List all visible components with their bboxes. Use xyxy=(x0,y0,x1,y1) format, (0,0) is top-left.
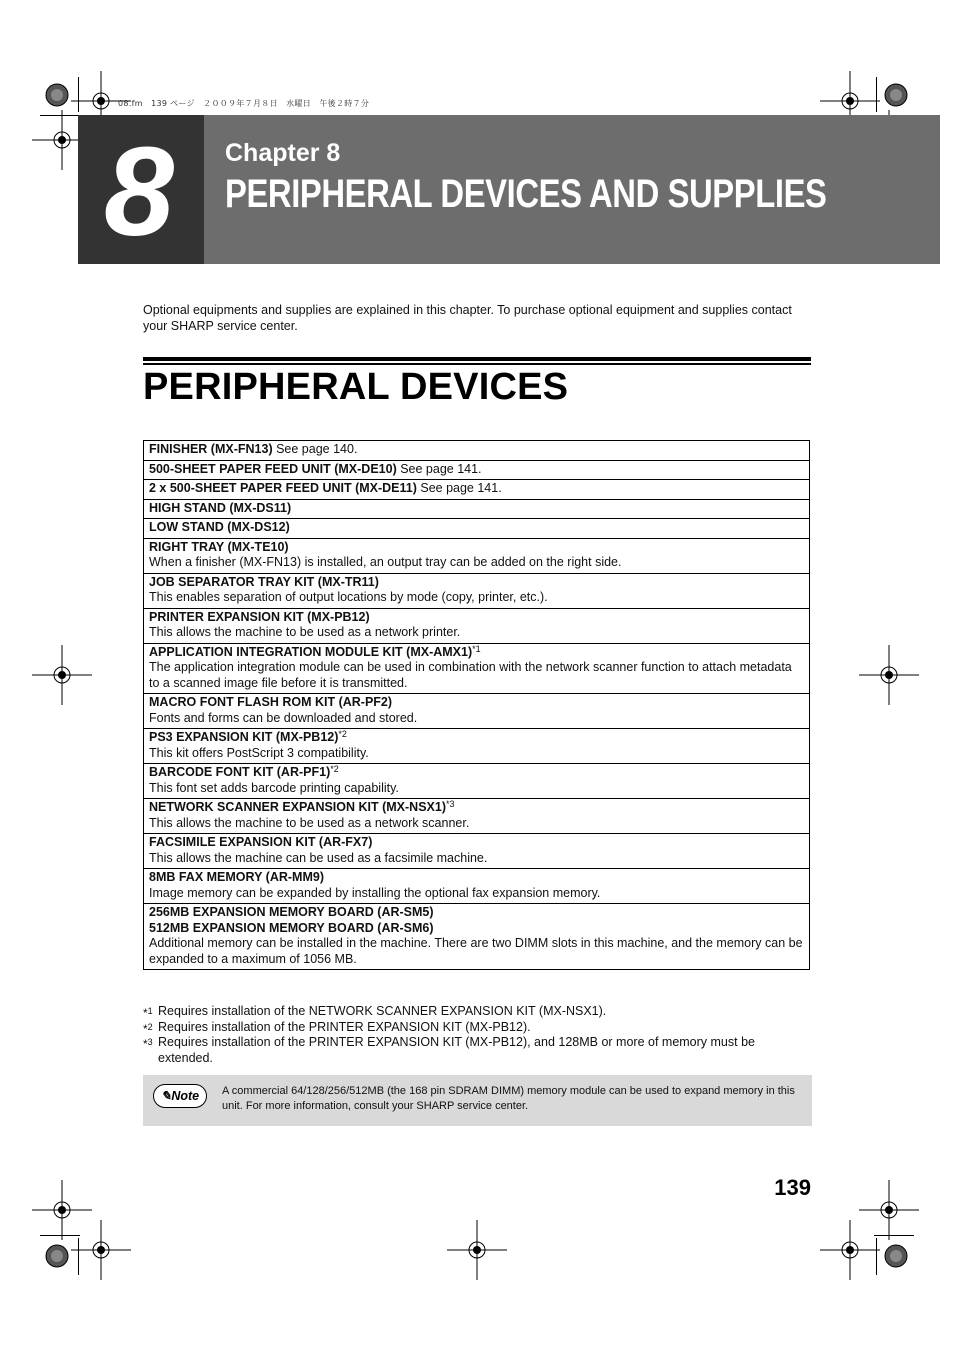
intro-paragraph: Optional equipments and supplies are explained in this chapter. To purchase optional equipment and supplies contact your SHARP service center. xyxy=(143,303,792,333)
device-cell xyxy=(144,441,810,461)
device-name: FINISHER (MX-FN13) xyxy=(149,442,273,456)
device-name: RIGHT TRAY (MX-TE10) xyxy=(149,539,289,554)
device-cell xyxy=(144,729,810,764)
note-box xyxy=(143,1075,812,1126)
footnote-mark: *$^2$ xyxy=(143,1021,153,1036)
device-cell xyxy=(144,764,810,799)
footnote-mark: *$^3$ xyxy=(143,1037,153,1051)
device-name: HIGH STAND (MX-DS11) xyxy=(149,500,292,515)
table-row xyxy=(144,643,810,694)
print-info: 08.fm 139 ページ ２００９年７月８日 水曜日 午後２時７分 xyxy=(118,99,370,108)
footnote-ref: *2 xyxy=(338,729,347,739)
device-cell xyxy=(144,834,810,869)
footnotes xyxy=(143,1004,811,1066)
registration-mark-icon xyxy=(859,645,919,705)
device-name: FACSIMILE EXPANSION KIT (AR-FX7) xyxy=(149,835,373,849)
registration-mark-icon xyxy=(820,1220,880,1280)
table-row xyxy=(144,460,810,480)
table-row xyxy=(144,869,810,904)
table-row xyxy=(144,499,810,519)
device-cell xyxy=(144,460,810,480)
page-ref: See page 140. xyxy=(272,442,358,456)
registration-disc-icon xyxy=(44,82,70,108)
chapter-label: Chapter 8 xyxy=(225,139,341,167)
page-ref: See page 141. xyxy=(416,481,502,495)
crop-line xyxy=(78,77,79,112)
device-cell xyxy=(144,608,810,643)
table-row xyxy=(144,694,810,729)
device-cell xyxy=(144,643,810,694)
registration-mark-icon xyxy=(32,645,92,705)
table-row xyxy=(144,538,810,573)
device-cell xyxy=(144,869,810,904)
table-row xyxy=(144,480,810,500)
registration-mark-icon xyxy=(447,1220,507,1280)
crop-line xyxy=(874,1235,914,1236)
pencil-note-icon xyxy=(153,1084,207,1108)
device-cell xyxy=(144,904,810,970)
chapter-title: PERIPHERAL DEVICES AND SUPPLIES xyxy=(225,172,827,216)
device-name: 2 x 500-SHEET PAPER FEED UNIT (MX-DE11) xyxy=(149,481,417,495)
device-desc: This kit offers PostScript 3 compatibility. xyxy=(149,745,369,760)
device-desc: This allows the machine to be used as a network printer. xyxy=(149,625,461,639)
crop-line xyxy=(78,1238,79,1275)
device-desc: This font set adds barcode printing capability. xyxy=(149,780,399,795)
device-name: LOW STAND (MX-DS12) xyxy=(149,520,290,534)
registration-disc-icon xyxy=(883,1243,909,1269)
device-desc: When a finisher (MX-FN13) is installed, an output tray can be added on the right side. xyxy=(149,555,622,569)
chapter-number: 8 xyxy=(104,121,175,262)
table-row xyxy=(144,441,810,461)
crop-line xyxy=(876,77,877,112)
footnote-number: 3 xyxy=(147,1037,153,1047)
registration-disc-icon xyxy=(44,1243,70,1269)
device-cell xyxy=(144,694,810,729)
crop-line xyxy=(876,1238,877,1275)
device-name: 8MB FAX MEMORY (AR-MM9) xyxy=(149,870,324,884)
device-desc: Additional memory can be installed in the machine. There are two DIMM slots in this machine, and the memory can be expanded to a maximum of 1056 MB. xyxy=(149,936,803,966)
note-pencil-glyph: ✎ xyxy=(160,1089,172,1103)
section-title: PERIPHERAL DEVICES xyxy=(143,366,569,408)
device-cell xyxy=(144,499,810,519)
device-name: MACRO FONT FLASH ROM KIT (AR-PF2) xyxy=(149,695,393,709)
table-row xyxy=(144,799,810,834)
footnote-text: Requires installation of the NETWORK SCANNER EXPANSION KIT (MX-NSX1). xyxy=(158,1004,607,1018)
device-cell xyxy=(144,573,810,608)
device-desc: Image memory can be expanded by installing the optional fax expansion memory. xyxy=(149,885,601,900)
table-row xyxy=(144,834,810,869)
table-row xyxy=(144,573,810,608)
table-row xyxy=(144,608,810,643)
footnote-number: 2 xyxy=(147,1021,153,1032)
device-name: PRINTER EXPANSION KIT (MX-PB12) xyxy=(149,609,370,624)
device-name: APPLICATION INTEGRATION MODULE KIT (MX-AMX1) xyxy=(149,644,473,659)
page-ref: See page 141. xyxy=(396,461,482,476)
footnote xyxy=(143,1020,811,1036)
device-name: BARCODE FONT KIT (AR-PF1) xyxy=(149,765,331,779)
device-desc: This allows the machine can be used as a facsimile machine. xyxy=(149,850,488,865)
section-rule-thick xyxy=(143,357,811,361)
section-rule-thin xyxy=(143,363,811,365)
device-desc: This enables separation of output locations by mode (copy, printer, etc.). xyxy=(149,590,548,604)
device-desc: The application integration module can be used in combination with the network scanner function to attach metadata to a scanned image file before it is transmitted. xyxy=(149,660,792,690)
crop-line xyxy=(40,115,80,116)
table-row xyxy=(144,764,810,799)
note-label: Note xyxy=(171,1089,200,1103)
crop-line xyxy=(40,1235,80,1236)
chapter-number-box xyxy=(78,115,204,264)
device-name: 500-SHEET PAPER FEED UNIT (MX-DE10) xyxy=(149,461,397,476)
footnote-ref: *3 xyxy=(446,799,455,809)
device-desc: This allows the machine to be used as a network scanner. xyxy=(149,815,470,830)
table-row xyxy=(144,729,810,764)
device-name: JOB SEPARATOR TRAY KIT (MX-TR11) xyxy=(149,574,379,589)
footnote-text: Requires installation of the PRINTER EXPANSION KIT (MX-PB12). xyxy=(158,1019,531,1034)
device-cell xyxy=(144,480,810,500)
footnote-ref: *2 xyxy=(330,764,339,774)
device-name: NETWORK SCANNER EXPANSION KIT (MX-NSX1) xyxy=(149,800,447,814)
device-name: PS3 EXPANSION KIT (MX-PB12) xyxy=(149,730,339,744)
note-text: A commercial 64/128/256/512MB (the 168 pin SDRAM DIMM) memory module can be used to expand memory in this unit. For more information, consult your SHARP service center. xyxy=(222,1085,795,1112)
registration-disc-icon xyxy=(883,82,909,108)
device-table xyxy=(143,440,810,970)
device-cell xyxy=(144,799,810,834)
footnote xyxy=(143,1035,811,1066)
footnote-ref: *1 xyxy=(472,643,481,654)
device-name: 256MB EXPANSION MEMORY BOARD (AR-SM5) xyxy=(149,905,434,919)
footnote-number: 1 xyxy=(147,1006,153,1016)
registration-mark-icon xyxy=(71,1220,131,1280)
table-row xyxy=(144,519,810,539)
chapter-banner xyxy=(78,115,940,264)
table-row xyxy=(144,904,810,970)
device-desc: Fonts and forms can be downloaded and stored. xyxy=(149,710,418,725)
device-name: 512MB EXPANSION MEMORY BOARD (AR-SM6) xyxy=(149,920,434,935)
footnote-text: Requires installation of the PRINTER EXPANSION KIT (MX-PB12), and 128MB or more of memory must be extended. xyxy=(158,1035,755,1065)
footnote xyxy=(143,1004,811,1020)
device-cell xyxy=(144,519,810,539)
footnote-mark: *$^1$ xyxy=(143,1006,153,1020)
page-number: 139 xyxy=(774,1175,811,1200)
device-cell xyxy=(144,538,810,573)
